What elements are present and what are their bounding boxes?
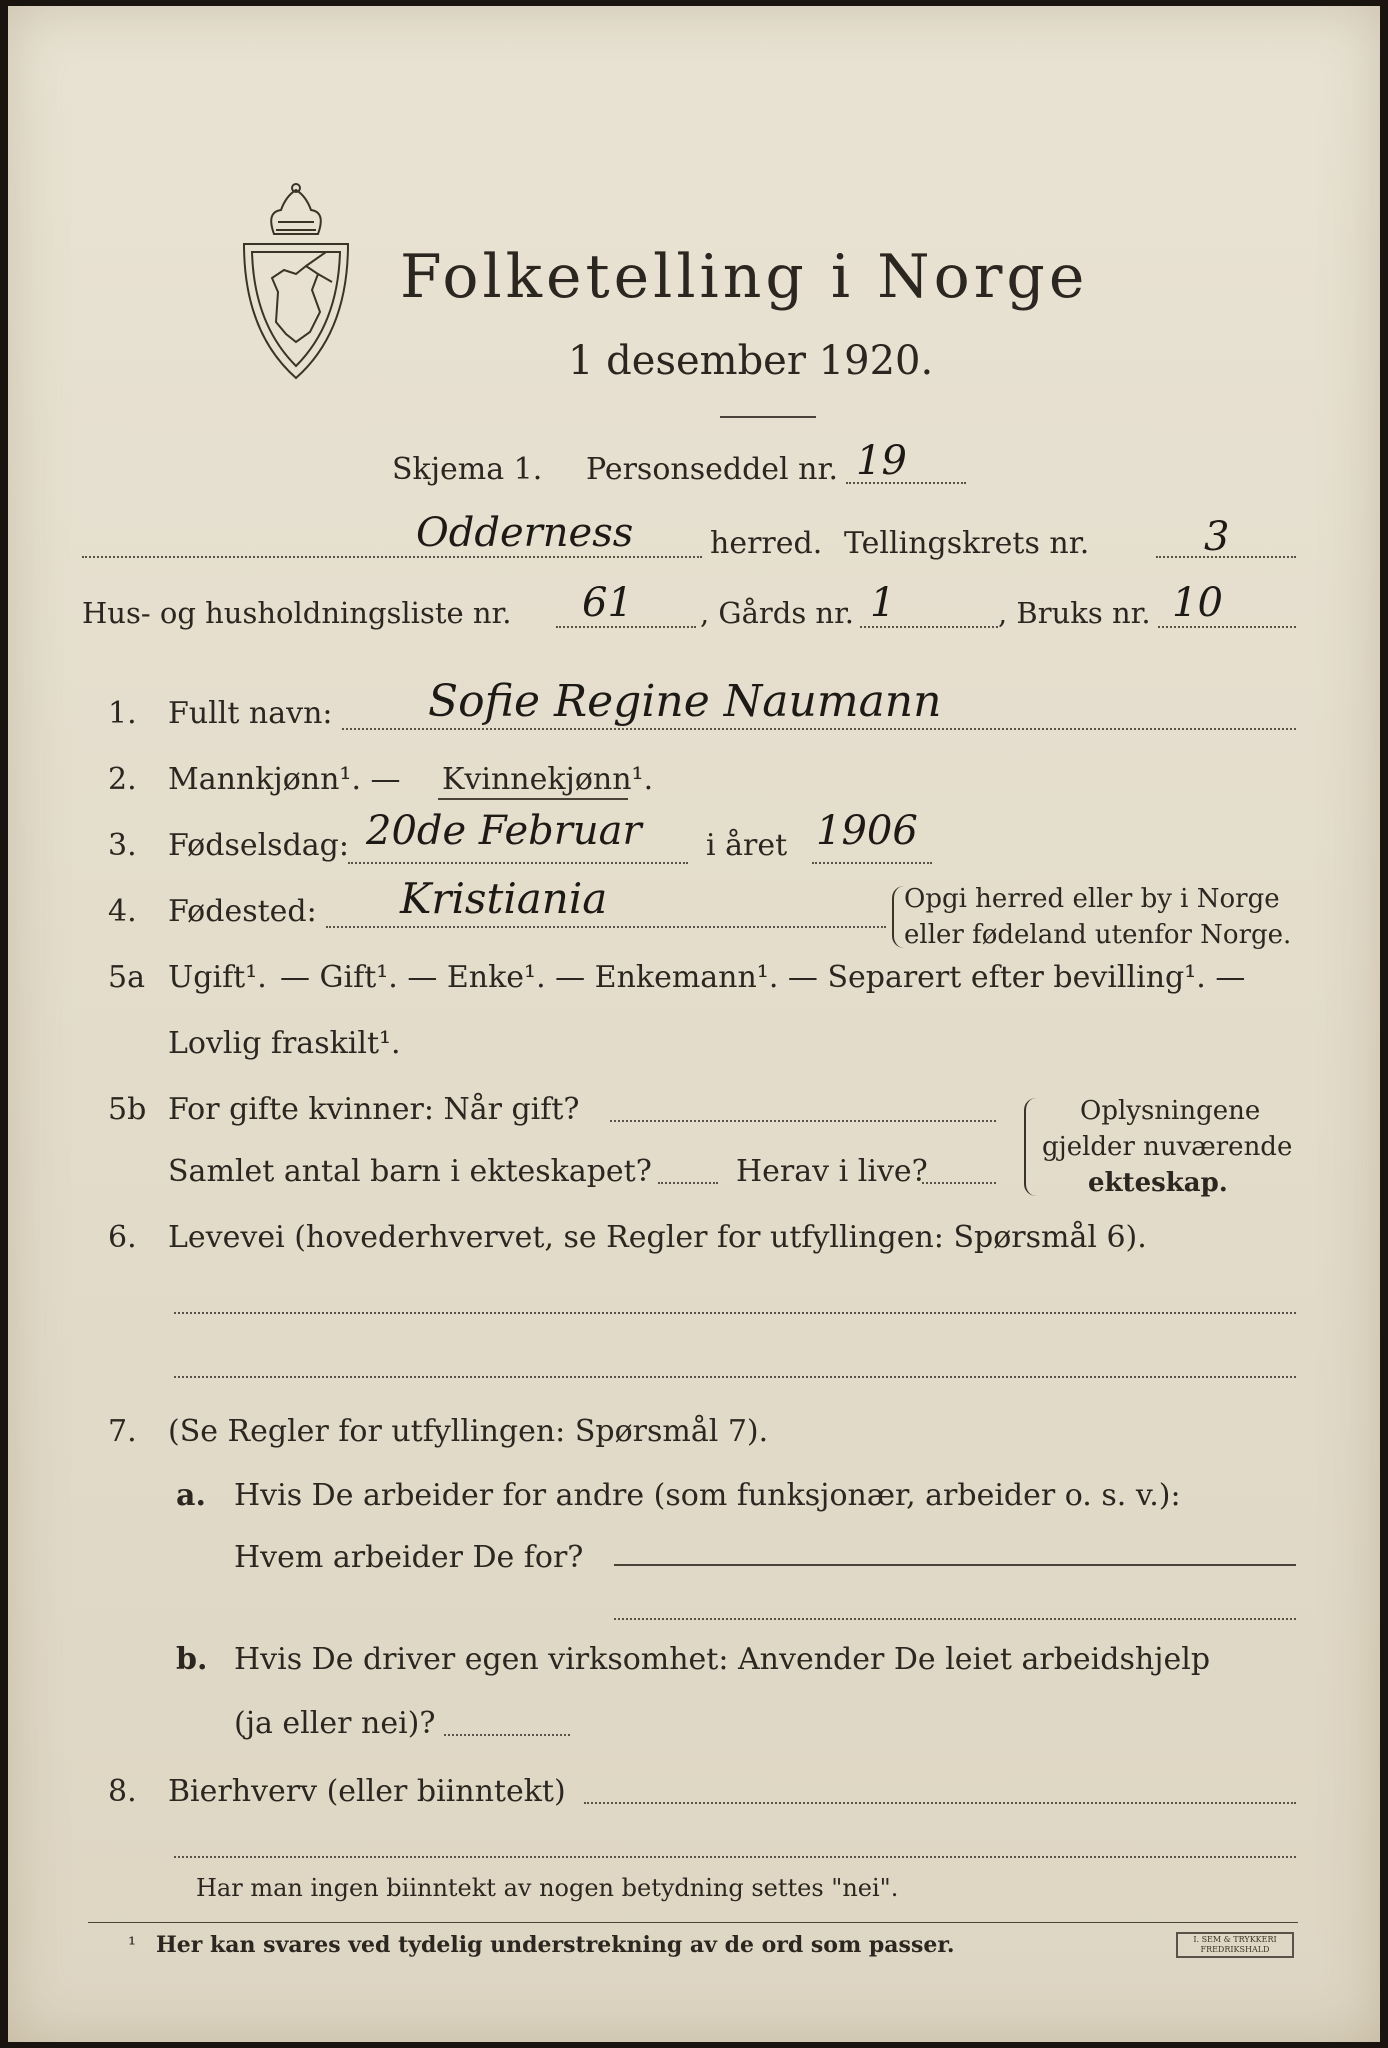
q3-year-label: i året <box>706 828 788 863</box>
birthplace-value: Kristiania <box>400 874 608 923</box>
q4-brace <box>892 886 904 948</box>
q5b-note3: ekteskap. <box>1088 1168 1228 1198</box>
bruks-line <box>1158 626 1296 628</box>
q7a-number: a. <box>176 1478 206 1513</box>
gards-nr: 1 <box>870 580 896 626</box>
q4-number: 4. <box>108 894 137 929</box>
q5b-note1: Oplysningene <box>1080 1096 1261 1126</box>
q5b-brace <box>1024 1098 1036 1196</box>
full-name-value: Sofie Regine Naumann <box>428 676 942 727</box>
q7a-line2: Hvem arbeider De for? <box>234 1540 584 1575</box>
q6-line2 <box>174 1376 1296 1378</box>
q7a-line1: Hvis De arbeider for andre (som funksjonær, arbeider o. s. v.): <box>234 1478 1181 1513</box>
gards-label: , Gårds nr. <box>700 596 854 630</box>
q4-line <box>326 926 886 928</box>
norway-coat-of-arms-icon <box>236 182 356 386</box>
q8-line <box>584 1802 1296 1804</box>
q5b-married-line <box>610 1120 996 1122</box>
husliste-label: Hus- og husholdningsliste nr. <box>82 596 512 630</box>
q3-year-line <box>812 862 932 864</box>
tellingskrets-label: Tellingskrets nr. <box>844 526 1090 561</box>
q5b-number: 5b <box>108 1092 147 1127</box>
q5a-number: 5a <box>108 960 145 995</box>
q7b-line2: (ja eller nei)? <box>234 1706 436 1741</box>
footnote-mark: ¹ <box>128 1932 137 1956</box>
q5b-alive: Herav i live? <box>736 1154 928 1189</box>
q2-mannkjonn: Mannkjønn¹. — <box>168 762 401 797</box>
q7a-extra-line <box>614 1618 1296 1620</box>
q6-label: Levevei (hovederhvervet, se Regler for utfyllingen: Spørsmål 6). <box>168 1220 1147 1255</box>
q5b-line1: For gifte kvinner: Når gift? <box>168 1092 580 1127</box>
q1-number: 1. <box>108 696 137 731</box>
kvinnekjonn-underline <box>438 798 628 800</box>
q5b-children-line <box>658 1182 718 1184</box>
q7b-line1: Hvis De driver egen virksomhet: Anvender De leiet arbeidshjelp <box>234 1642 1211 1677</box>
q5a-options: — Gift¹. — Enke¹. — Enkemann¹. — Separert efter bevilling¹. — <box>280 960 1246 995</box>
q1-line <box>342 728 1296 730</box>
printer-line2: FREDRIKSHALD <box>1200 1945 1270 1954</box>
census-form <box>8 6 1380 2042</box>
husliste-nr: 61 <box>582 580 633 626</box>
herred-line <box>82 556 702 558</box>
husliste-line <box>556 626 696 628</box>
q8-number: 8. <box>108 1774 137 1809</box>
printer-line1: I. SEM & TRYKKERI <box>1193 1935 1277 1944</box>
personseddel-label: Personseddel nr. <box>586 452 839 487</box>
tellingskrets-nr: 3 <box>1204 514 1230 560</box>
q2-kvinnekjonn: Kvinnekjønn¹. <box>442 762 654 797</box>
q5a-ugift: Ugift¹. <box>168 960 267 995</box>
personseddel-nr: 19 <box>856 438 907 484</box>
footnote-divider <box>88 1922 1298 1923</box>
title-divider <box>720 416 816 418</box>
bruks-label: , Bruks nr. <box>998 596 1151 630</box>
footer-note: Har man ingen biinntekt av nogen betydning settes "nei". <box>196 1874 899 1902</box>
q7b-number: b. <box>176 1642 208 1677</box>
q8-label: Bierhverv (eller biinntekt) <box>168 1774 566 1809</box>
q3-date-line <box>348 862 688 864</box>
birth-year-value: 1906 <box>816 808 918 854</box>
q8-line2 <box>174 1856 1296 1858</box>
q3-number: 3. <box>108 828 137 863</box>
q6-number: 6. <box>108 1220 137 1255</box>
q4-note-line1: Opgi herred eller by i Norge <box>904 884 1280 914</box>
q7a-answer-line <box>614 1564 1296 1566</box>
q2-number: 2. <box>108 762 137 797</box>
q5a-line2: Lovlig fraskilt¹. <box>168 1026 401 1061</box>
census-date: 1 desember 1920. <box>568 338 934 384</box>
skjema-label: Skjema 1. <box>392 452 543 487</box>
q6-line1 <box>174 1312 1296 1314</box>
footnote-text: Her kan svares ved tydelig understrekning av de ord som passer. <box>156 1932 955 1958</box>
birth-date-value: 20de Februar <box>366 808 642 854</box>
q5b-children: Samlet antal barn i ekteskapet? <box>168 1154 652 1189</box>
q3-label: Fødselsdag: <box>168 828 349 863</box>
form-title: Folketelling i Norge <box>400 242 1089 312</box>
printer-stamp <box>1176 1932 1294 1958</box>
q5b-note2: gjelder nuværende <box>1042 1132 1293 1162</box>
gards-line <box>860 626 998 628</box>
herred-label: herred. <box>710 526 823 561</box>
q1-label: Fullt navn: <box>168 696 333 731</box>
q7-number: 7. <box>108 1414 137 1449</box>
q4-label: Fødested: <box>168 894 317 929</box>
herred-value: Odderness <box>416 510 634 556</box>
q5b-alive-line <box>922 1182 996 1184</box>
q7b-answer-line <box>444 1734 570 1736</box>
q7-label: (Se Regler for utfyllingen: Spørsmål 7). <box>168 1414 769 1449</box>
bruks-nr: 10 <box>1172 580 1223 626</box>
q4-note-line2: eller fødeland utenfor Norge. <box>904 920 1292 950</box>
